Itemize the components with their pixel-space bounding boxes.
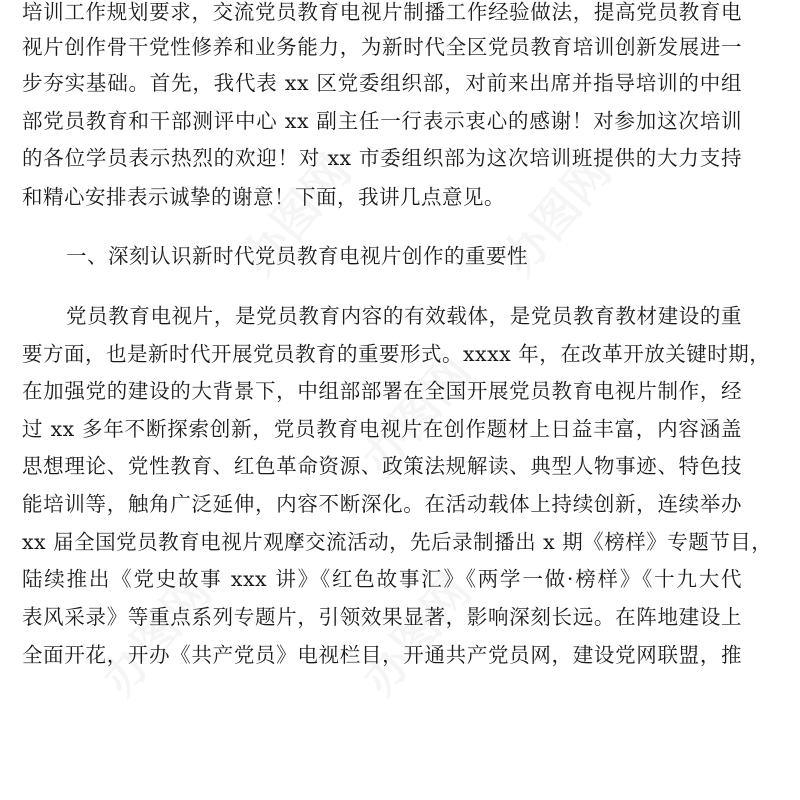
paragraph-line: xx 届全国党员教育电视片观摩交流活动，先后录制播出 x 期《榜样》专题节目， [22, 530, 773, 554]
watermark: 办图网 [91, 564, 222, 706]
watermark: 办图网 [351, 344, 482, 486]
paragraph-line: 步夯实基础。首先，我代表 xx 区党委组织部，对前来出席并指导培训的中组 [22, 71, 742, 95]
paragraph-line: 的各位学员表示热烈的欢迎！对 xx 市委组织部为这次培训班提供的大力支持 [22, 146, 742, 170]
watermark: 办图网 [491, 144, 622, 286]
paragraph-line: 培训工作规划要求，交流党员教育电视片制播工作经验做法，提高党员教育电 [22, 0, 742, 24]
paragraph-line: 党员教育电视片，是党员教育内容的有效载体，是党员教育教材建设的重 [66, 304, 742, 328]
section-heading: 一、深刻认识新时代党员教育电视片创作的重要性 [66, 244, 528, 268]
paragraph-line: 视片创作骨干党性修养和业务能力，为新时代全区党员教育培训创新发展进一 [22, 35, 742, 59]
paragraph-line: 部党员教育和干部测评中心 xx 副主任一行表示衷心的感谢！对参加这次培训 [22, 109, 742, 133]
paragraph-line: 过 xx 多年不断探索创新，党员教育电视片在创作题材上日益丰富，内容涵盖 [22, 417, 742, 441]
paragraph-line: 在加强党的建设的大背景下，中组部部署在全国开展党员教育电视片制作，经 [22, 379, 742, 403]
paragraph-line: 表风采录》等重点系列专题片，引领效果显著，影响深刻长远。在阵地建设上 [22, 605, 742, 629]
paragraph-line: 和精心安排表示诚挚的谢意！下面，我讲几点意见。 [22, 185, 505, 209]
paragraph-line: 思想理论、党性教育、红色革命资源、政策法规解读、典型人物事迹、特色技 [22, 454, 742, 478]
watermark: 办图网 [231, 144, 362, 286]
watermark: 办图网 [351, 564, 482, 706]
paragraph-line: 能培训等，触角广泛延伸，内容不断深化。在活动载体上持续创新，连续举办 [22, 492, 742, 516]
paragraph-line: 要方面，也是新时代开展党员教育的重要形式。xxxx 年，在改革开放关键时期， [22, 342, 771, 366]
paragraph-line: 全面开花，开办《共产党员》电视栏目，开通共产党员网，建设党网联盟，推 [22, 643, 742, 667]
paragraph-line: 陆续推出《党史故事 xxx 讲》《红色故事汇》《两学一做·榜样》《十九大代 [22, 567, 742, 591]
